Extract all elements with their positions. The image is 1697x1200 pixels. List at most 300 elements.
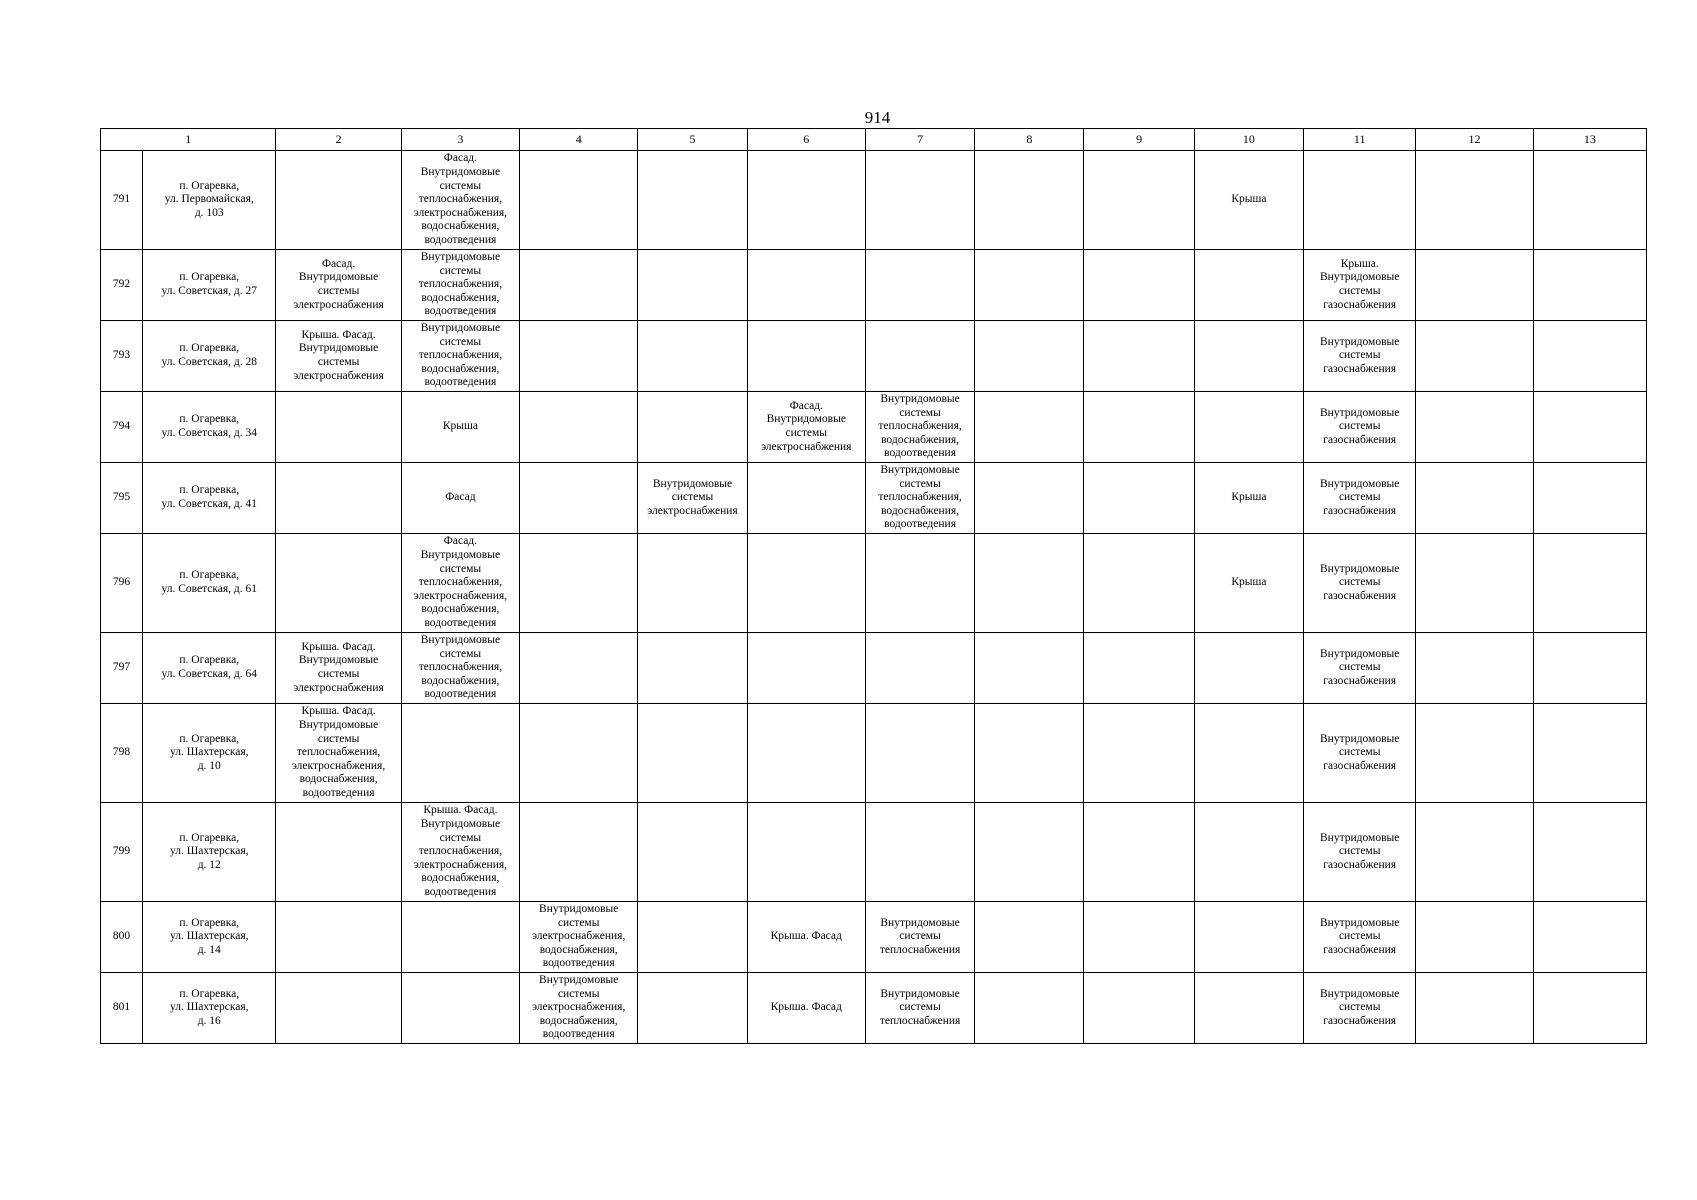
address-cell bbox=[143, 463, 276, 534]
work-line: Фасад. bbox=[789, 399, 823, 412]
address-line: д. 12 bbox=[197, 858, 221, 871]
address-line: ул. Советская, д. 41 bbox=[161, 498, 258, 510]
work-cell-col-8 bbox=[975, 704, 1084, 803]
work-line: Внутридомовые bbox=[880, 464, 960, 477]
work-line: системы bbox=[1338, 420, 1381, 433]
work-cell-col-13 bbox=[1533, 704, 1646, 803]
work-cell-col-12 bbox=[1416, 151, 1533, 250]
work-cell-col-9 bbox=[1084, 392, 1194, 463]
table-row bbox=[101, 902, 1647, 973]
header-cell: 1 bbox=[101, 129, 276, 151]
work-cell-col-6 bbox=[747, 633, 865, 704]
work-line: Внутридомовые bbox=[539, 903, 619, 916]
work-cell-col-9 bbox=[1084, 633, 1194, 704]
work-cell-col-7 bbox=[865, 463, 974, 534]
work-line: Внутридомовые bbox=[298, 654, 379, 667]
table-row bbox=[101, 250, 1647, 321]
work-line: водоснабжения, bbox=[881, 433, 960, 446]
work-line: системы bbox=[899, 477, 941, 490]
work-cell-col-6 bbox=[747, 392, 865, 463]
work-cell-col-3 bbox=[401, 534, 519, 633]
table-row bbox=[101, 973, 1647, 1044]
work-cell-col-8 bbox=[975, 321, 1084, 392]
work-line: Крыша bbox=[1231, 491, 1267, 504]
work-cell-col-12 bbox=[1416, 803, 1533, 902]
table-row bbox=[101, 392, 1647, 463]
work-line: газоснабжения bbox=[1323, 298, 1397, 311]
work-cell-col-10 bbox=[1194, 803, 1303, 902]
work-line: водоотведения bbox=[884, 518, 956, 531]
work-cell-col-11 bbox=[1304, 321, 1416, 392]
header-cell: 4 bbox=[520, 129, 638, 151]
work-cell-col-8 bbox=[975, 392, 1084, 463]
work-cell-col-5 bbox=[638, 902, 747, 973]
address-line: п. Огаревка, bbox=[179, 831, 240, 844]
work-cell-col-6 bbox=[747, 463, 865, 534]
work-cell-col-7 bbox=[865, 902, 974, 973]
work-line: теплоснабжения, bbox=[418, 278, 503, 291]
work-cell-col-5 bbox=[638, 250, 747, 321]
work-line: газоснабжения bbox=[1323, 943, 1397, 956]
header-cell: 2 bbox=[276, 129, 401, 151]
work-cell-col-3 bbox=[401, 463, 519, 534]
address-line: ул. Советская, д. 64 bbox=[161, 668, 258, 680]
table-row bbox=[101, 321, 1647, 392]
work-line: водоснабжения, bbox=[881, 504, 960, 517]
work-line: теплоснабжения, bbox=[418, 661, 503, 674]
address-line: ул. Шахтерская, bbox=[169, 746, 249, 759]
work-line: Внутридомовые bbox=[1320, 732, 1400, 745]
work-line: газоснабжения bbox=[1323, 362, 1397, 375]
work-cell-col-11 bbox=[1304, 151, 1416, 250]
work-line: Внутридомовые bbox=[420, 818, 501, 831]
work-cell-col-2 bbox=[276, 151, 401, 250]
address-cell bbox=[143, 902, 276, 973]
address-line: ул. Советская, д. 28 bbox=[161, 356, 258, 368]
work-cell-col-9 bbox=[1084, 151, 1194, 250]
work-cell-col-10 bbox=[1194, 321, 1303, 392]
work-cell-col-13 bbox=[1533, 151, 1646, 250]
work-cell-col-13 bbox=[1533, 534, 1646, 633]
work-cell-col-9 bbox=[1084, 463, 1194, 534]
work-cell-col-3 bbox=[401, 151, 519, 250]
work-cell-col-13 bbox=[1533, 321, 1646, 392]
work-line: Фасад bbox=[445, 491, 476, 504]
work-line: водоснабжения, bbox=[299, 773, 378, 786]
row-number: 801 bbox=[101, 973, 143, 1044]
header-cell: 3 bbox=[401, 129, 519, 151]
work-line: электроснабжения bbox=[761, 440, 852, 453]
work-line: водоснабжения, bbox=[539, 943, 618, 956]
work-line: Внутридомовые bbox=[420, 251, 501, 264]
header-cell: 12 bbox=[1416, 129, 1533, 151]
work-line: теплоснабжения, bbox=[418, 193, 503, 206]
work-line: газоснабжения bbox=[1323, 674, 1397, 687]
work-line: Внутридомовые bbox=[298, 342, 379, 355]
work-cell-col-5 bbox=[638, 704, 747, 803]
work-cell-col-9 bbox=[1084, 973, 1194, 1044]
work-cell-col-2 bbox=[276, 321, 401, 392]
work-line: системы bbox=[317, 668, 360, 680]
work-line: Внутридомовые bbox=[298, 271, 379, 284]
address-line: ул. Советская, д. 27 bbox=[161, 285, 258, 297]
work-line: газоснабжения bbox=[1323, 589, 1397, 602]
address-line: п. Огаревка, bbox=[179, 342, 240, 355]
address-cell bbox=[143, 250, 276, 321]
work-line: системы bbox=[899, 930, 941, 943]
work-line: системы bbox=[439, 562, 482, 575]
work-line: Крыша. bbox=[1340, 257, 1379, 270]
work-line: электроснабжения bbox=[293, 681, 384, 694]
work-cell-col-6 bbox=[747, 151, 865, 250]
work-line: водоснабжения, bbox=[421, 603, 500, 616]
work-line: теплоснабжения, bbox=[878, 491, 962, 504]
work-cell-col-4 bbox=[520, 151, 638, 250]
work-cell-col-6 bbox=[747, 534, 865, 633]
work-cell-col-6 bbox=[747, 704, 865, 803]
work-cell-col-8 bbox=[975, 250, 1084, 321]
work-cell-col-7 bbox=[865, 321, 974, 392]
work-line: электроснабжения, bbox=[413, 858, 508, 871]
address-line: д. 103 bbox=[194, 206, 224, 219]
work-cell-col-5 bbox=[638, 534, 747, 633]
work-line: Внутридомовые bbox=[880, 393, 960, 406]
work-cell-col-13 bbox=[1533, 973, 1646, 1044]
address-line: ул. Шахтерская, bbox=[169, 1001, 249, 1014]
work-cell-col-10 bbox=[1194, 973, 1303, 1044]
work-line: системы bbox=[317, 285, 360, 297]
work-cell-col-12 bbox=[1416, 392, 1533, 463]
table-row bbox=[101, 704, 1647, 803]
work-cell-col-5 bbox=[638, 151, 747, 250]
work-cell-col-10 bbox=[1194, 392, 1303, 463]
work-line: теплоснабжения, bbox=[878, 420, 962, 433]
work-line: водоснабжения, bbox=[539, 1014, 618, 1027]
address-line: д. 10 bbox=[197, 759, 221, 772]
work-cell-col-11 bbox=[1304, 633, 1416, 704]
table-body bbox=[101, 151, 1647, 1044]
work-cell-col-13 bbox=[1533, 902, 1646, 973]
work-line: Крыша. Фасад. bbox=[301, 705, 376, 718]
table-row bbox=[101, 151, 1647, 250]
work-cell-col-4 bbox=[520, 704, 638, 803]
work-cell-col-12 bbox=[1416, 633, 1533, 704]
table-header-row bbox=[101, 129, 1647, 151]
work-cell-col-2 bbox=[276, 534, 401, 633]
address-cell bbox=[143, 321, 276, 392]
work-cell-col-6 bbox=[747, 803, 865, 902]
work-cell-col-3 bbox=[401, 704, 519, 803]
work-line: электроснабжения bbox=[293, 298, 384, 311]
address-line: п. Огаревка, bbox=[179, 569, 240, 582]
work-cell-col-10 bbox=[1194, 633, 1303, 704]
work-cell-col-11 bbox=[1304, 803, 1416, 902]
work-cell-col-11 bbox=[1304, 902, 1416, 973]
work-line: теплоснабжения, bbox=[418, 576, 503, 589]
address-line: ул. Первомайская, bbox=[164, 193, 254, 206]
work-line: системы bbox=[557, 987, 600, 1000]
work-cell-col-2 bbox=[276, 902, 401, 973]
work-line: Внутридомовые bbox=[880, 987, 960, 1000]
work-line: Внутридомовые bbox=[298, 719, 379, 732]
work-cell-col-13 bbox=[1533, 633, 1646, 704]
work-line: водоотведения bbox=[884, 447, 956, 460]
work-cell-col-4 bbox=[520, 463, 638, 534]
work-cell-col-9 bbox=[1084, 321, 1194, 392]
work-line: газоснабжения bbox=[1323, 759, 1397, 772]
work-line: системы bbox=[1338, 661, 1381, 674]
work-line: газоснабжения bbox=[1323, 433, 1397, 446]
work-cell-col-3 bbox=[401, 392, 519, 463]
work-line: Внутридомовые bbox=[539, 974, 619, 987]
work-cell-col-8 bbox=[975, 902, 1084, 973]
work-cell-col-8 bbox=[975, 463, 1084, 534]
address-cell bbox=[143, 803, 276, 902]
work-line: системы bbox=[1338, 1001, 1381, 1014]
work-cell-col-11 bbox=[1304, 250, 1416, 321]
work-cell-col-11 bbox=[1304, 973, 1416, 1044]
work-line: Крыша. Фасад. bbox=[301, 328, 376, 341]
work-cell-col-3 bbox=[401, 902, 519, 973]
work-line: водоотведения bbox=[302, 786, 375, 799]
work-cell-col-10 bbox=[1194, 902, 1303, 973]
work-cell-col-10 bbox=[1194, 250, 1303, 321]
header-cell: 5 bbox=[638, 129, 747, 151]
work-cell-col-3 bbox=[401, 973, 519, 1044]
work-cell-col-10 bbox=[1194, 151, 1303, 250]
work-cell-col-13 bbox=[1533, 392, 1646, 463]
work-line: газоснабжения bbox=[1323, 858, 1397, 871]
work-cell-col-7 bbox=[865, 534, 974, 633]
work-cell-col-3 bbox=[401, 633, 519, 704]
work-line: системы bbox=[899, 406, 941, 419]
page-number: 914 bbox=[864, 108, 891, 127]
row-number: 793 bbox=[101, 321, 143, 392]
work-cell-col-12 bbox=[1416, 902, 1533, 973]
address-line: д. 16 bbox=[197, 1014, 221, 1027]
work-cell-col-4 bbox=[520, 902, 638, 973]
work-cell-col-4 bbox=[520, 321, 638, 392]
work-line: системы bbox=[439, 179, 482, 192]
work-line: системы bbox=[1338, 930, 1381, 943]
work-line: Крыша bbox=[1231, 193, 1267, 206]
header-cell: 9 bbox=[1084, 129, 1194, 151]
work-cell-col-2 bbox=[276, 392, 401, 463]
work-cell-col-2 bbox=[276, 463, 401, 534]
work-cell-col-12 bbox=[1416, 321, 1533, 392]
work-line: Крыша. Фасад. bbox=[301, 640, 376, 653]
header-cell: 11 bbox=[1304, 129, 1416, 151]
work-cell-col-3 bbox=[401, 321, 519, 392]
row-number: 796 bbox=[101, 534, 143, 633]
address-cell bbox=[143, 534, 276, 633]
header-cell: 8 bbox=[975, 129, 1084, 151]
address-line: п. Огаревка, bbox=[179, 413, 240, 426]
work-cell-col-5 bbox=[638, 633, 747, 704]
work-line: системы bbox=[1338, 349, 1381, 362]
work-line: электроснабжения bbox=[647, 504, 738, 517]
work-line: системы bbox=[899, 1001, 941, 1014]
work-line: Крыша bbox=[442, 420, 478, 433]
work-cell-col-8 bbox=[975, 633, 1084, 704]
address-cell bbox=[143, 704, 276, 803]
header-cell: 13 bbox=[1533, 129, 1646, 151]
table-row bbox=[101, 463, 1647, 534]
work-cell-col-12 bbox=[1416, 973, 1533, 1044]
work-cell-col-4 bbox=[520, 392, 638, 463]
address-cell bbox=[143, 973, 276, 1044]
work-line: системы bbox=[1338, 285, 1381, 297]
work-line: водоснабжения, bbox=[421, 220, 500, 233]
work-line: водоснабжения, bbox=[421, 362, 500, 375]
work-cell-col-5 bbox=[638, 463, 747, 534]
work-cell-col-6 bbox=[747, 250, 865, 321]
work-cell-col-4 bbox=[520, 973, 638, 1044]
work-cell-col-5 bbox=[638, 392, 747, 463]
row-number: 800 bbox=[101, 902, 143, 973]
work-line: системы bbox=[317, 732, 360, 745]
work-line: электроснабжения bbox=[293, 369, 384, 382]
work-cell-col-2 bbox=[276, 973, 401, 1044]
work-line: Внутридомовые bbox=[420, 634, 501, 647]
work-line: водоотведения bbox=[424, 376, 497, 389]
work-cell-col-6 bbox=[747, 902, 865, 973]
work-line: Внутридомовые bbox=[1320, 916, 1400, 929]
address-line: п. Огаревка, bbox=[179, 654, 240, 667]
address-line: п. Огаревка, bbox=[179, 271, 240, 284]
work-cell-col-11 bbox=[1304, 534, 1416, 633]
work-line: Внутридомовые bbox=[1320, 477, 1400, 490]
work-line: Внутридомовые bbox=[766, 413, 846, 426]
work-cell-col-4 bbox=[520, 250, 638, 321]
header-cell: 10 bbox=[1194, 129, 1303, 151]
work-line: Внутридомовые bbox=[1320, 335, 1400, 348]
work-line: теплоснабжения bbox=[879, 943, 961, 956]
work-line: системы bbox=[671, 491, 714, 504]
work-cell-col-8 bbox=[975, 973, 1084, 1044]
work-line: газоснабжения bbox=[1323, 1014, 1397, 1027]
work-line: водоснабжения, bbox=[421, 674, 500, 687]
work-line: Крыша bbox=[1231, 576, 1267, 589]
work-line: водоснабжения, bbox=[421, 872, 500, 885]
address-line: ул. Советская, д. 61 bbox=[161, 583, 258, 595]
table-row bbox=[101, 633, 1647, 704]
address-line: п. Огаревка, bbox=[179, 732, 240, 745]
work-cell-col-6 bbox=[747, 973, 865, 1044]
work-cell-col-4 bbox=[520, 633, 638, 704]
work-line: Внутридомовые bbox=[1320, 647, 1400, 660]
row-number: 799 bbox=[101, 803, 143, 902]
table-row bbox=[101, 803, 1647, 902]
work-cell-col-2 bbox=[276, 704, 401, 803]
works-table bbox=[100, 128, 1647, 1044]
row-number: 791 bbox=[101, 151, 143, 250]
work-line: водоснабжения, bbox=[421, 291, 500, 304]
address-line: п. Огаревка, bbox=[179, 916, 240, 929]
work-cell-col-7 bbox=[865, 151, 974, 250]
work-cell-col-5 bbox=[638, 803, 747, 902]
work-cell-col-11 bbox=[1304, 392, 1416, 463]
row-number: 794 bbox=[101, 392, 143, 463]
work-line: теплоснабжения, bbox=[418, 349, 503, 362]
work-cell-col-11 bbox=[1304, 704, 1416, 803]
work-cell-col-9 bbox=[1084, 250, 1194, 321]
work-line: водоотведения bbox=[424, 885, 497, 898]
work-line: Внутридомовые bbox=[420, 322, 501, 335]
row-number: 798 bbox=[101, 704, 143, 803]
work-cell-col-9 bbox=[1084, 902, 1194, 973]
address-line: ул. Шахтерская, bbox=[169, 845, 249, 858]
work-line: системы bbox=[439, 831, 482, 844]
work-line: системы bbox=[439, 264, 482, 277]
work-line: водоотведения bbox=[542, 957, 615, 970]
work-cell-col-3 bbox=[401, 250, 519, 321]
address-line: п. Огаревка, bbox=[179, 987, 240, 1000]
work-line: теплоснабжения, bbox=[418, 845, 503, 858]
work-line: электроснабжения, bbox=[532, 930, 626, 943]
work-cell-col-7 bbox=[865, 973, 974, 1044]
work-cell-col-2 bbox=[276, 250, 401, 321]
work-line: Фасад. bbox=[443, 152, 478, 165]
work-line: электроснабжения, bbox=[291, 759, 386, 772]
work-line: системы bbox=[317, 356, 360, 368]
work-cell-col-11 bbox=[1304, 463, 1416, 534]
work-cell-col-4 bbox=[520, 803, 638, 902]
work-cell-col-10 bbox=[1194, 704, 1303, 803]
work-line: Внутридомовые bbox=[880, 916, 960, 929]
work-cell-col-5 bbox=[638, 321, 747, 392]
work-line: Внутридомовые bbox=[1320, 987, 1400, 1000]
work-cell-col-7 bbox=[865, 250, 974, 321]
work-cell-col-12 bbox=[1416, 250, 1533, 321]
work-cell-col-10 bbox=[1194, 534, 1303, 633]
work-line: Крыша. Фасад bbox=[770, 930, 842, 943]
work-line: Фасад. bbox=[443, 535, 478, 548]
work-cell-col-8 bbox=[975, 151, 1084, 250]
work-line: Внутридомовые bbox=[1320, 562, 1400, 575]
work-cell-col-7 bbox=[865, 704, 974, 803]
work-cell-col-4 bbox=[520, 534, 638, 633]
work-line: Крыша. Фасад. bbox=[423, 804, 498, 817]
work-line: Фасад. bbox=[321, 257, 356, 270]
row-number: 797 bbox=[101, 633, 143, 704]
work-line: электроснабжения, bbox=[413, 589, 508, 602]
work-cell-col-9 bbox=[1084, 803, 1194, 902]
work-cell-col-12 bbox=[1416, 704, 1533, 803]
address-line: д. 14 bbox=[197, 943, 221, 956]
work-cell-col-6 bbox=[747, 321, 865, 392]
work-line: системы bbox=[557, 916, 600, 929]
work-line: системы bbox=[1338, 576, 1381, 589]
work-line: Внутридомовые bbox=[652, 477, 733, 490]
work-cell-col-12 bbox=[1416, 534, 1533, 633]
work-line: системы bbox=[1338, 746, 1381, 759]
work-line: системы bbox=[439, 335, 482, 348]
work-cell-col-2 bbox=[276, 803, 401, 902]
work-line: водоотведения bbox=[542, 1028, 615, 1041]
work-cell-col-8 bbox=[975, 803, 1084, 902]
work-cell-col-5 bbox=[638, 973, 747, 1044]
address-cell bbox=[143, 633, 276, 704]
address-line: п. Огаревка, bbox=[179, 179, 240, 192]
work-cell-col-3 bbox=[401, 803, 519, 902]
work-line: Внутридомовые bbox=[420, 549, 501, 562]
work-line: системы bbox=[439, 647, 482, 660]
work-cell-col-13 bbox=[1533, 250, 1646, 321]
work-line: Крыша. Фасад bbox=[770, 1001, 842, 1014]
work-cell-col-7 bbox=[865, 392, 974, 463]
work-line: водоотведения bbox=[424, 233, 497, 246]
